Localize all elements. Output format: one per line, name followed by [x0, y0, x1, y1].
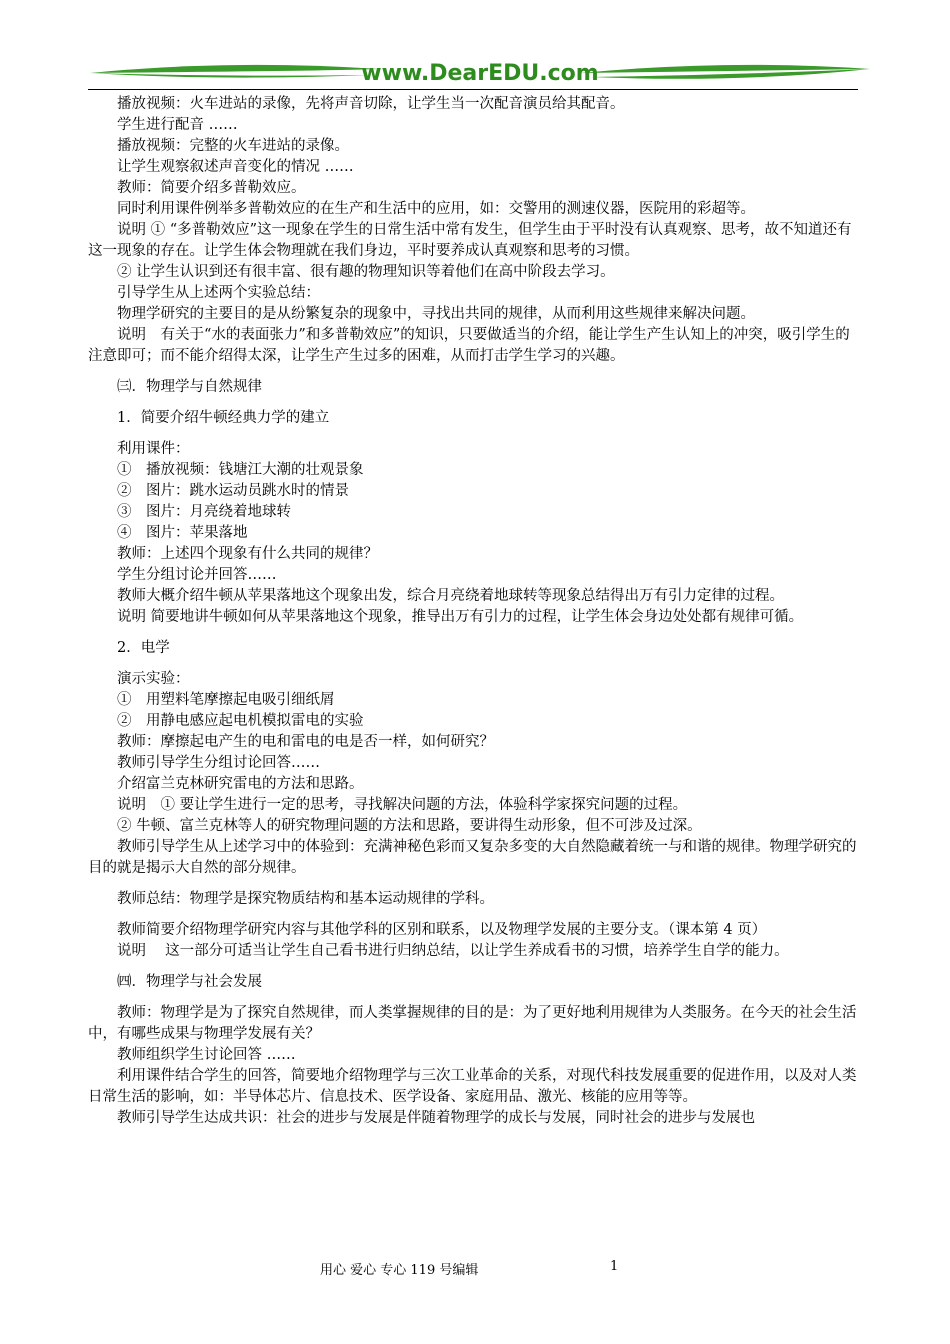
footer-text: 用心 爱心 专心 119 号编辑 — [320, 1263, 479, 1278]
paragraph: 学生进行配音 …… — [117, 117, 238, 133]
paragraph: 物理学研究的主要目的是从纷繁复杂的现象中，寻找出共同的规律，从而利用这些规律来解决问题。 — [117, 306, 755, 322]
paragraph: 教师：上述四个现象有什么共同的规律？ — [117, 546, 378, 562]
paragraph: 教师：简要介绍多普勒效应。 — [117, 180, 306, 196]
paragraph: ② 让学生认识到还有很丰富、很有趣的物理知识等着他们在高中阶段去学习。 — [117, 264, 615, 280]
list-item: ② 图片：跳水运动员跳水时的情景 — [117, 483, 349, 499]
paragraph: 教师引导学生从上述学习中的体验到：充满神秘色彩而又复杂多变的大自然隐藏着统一与和谐的规律。物理学研究的目的就是揭示大自然的部分规律。 — [88, 839, 857, 876]
list-item: ① 用塑料笔摩擦起电吸引细纸屑 — [117, 692, 335, 708]
paragraph: 教师引导学生分组讨论回答…… — [117, 755, 320, 771]
paragraph: 说明 ① “多普勒效应”这一现象在学生的日常生活中常有发生，但学生由于平时没有认真观察、思考，故不知道还有这一现象的存在。让学生体会物理就在我们身边，平时要养成认真观察和思考的习惯。 — [88, 222, 852, 259]
list-item: ① 播放视频：钱塘江大潮的壮观景象 — [117, 462, 364, 478]
paragraph: 教师：物理学是为了探究自然规律，而人类掌握规律的目的是：为了更好地利用规律为人类服务。在今天的社会生活中，有哪些成果与物理学发展有关？ — [88, 1005, 857, 1042]
paragraph: 说明 这一部分可适当让学生自己看书进行归纳总结，以让学生养成看书的习惯，培养学生自学的能力。 — [117, 943, 789, 959]
paragraph: 让学生观察叙述声音变化的情况 …… — [117, 159, 354, 175]
paragraph: 教师组织学生讨论回答 …… — [117, 1047, 296, 1063]
header-divider — [88, 89, 858, 90]
list-item: ② 用静电感应起电机模拟雷电的实验 — [117, 713, 364, 729]
paragraph: 介绍富兰克林研究雷电的方法和思路。 — [117, 776, 364, 792]
section-heading: ㈣．物理学与社会发展 — [117, 974, 262, 990]
site-logo-text: www.DearEDU.com — [361, 61, 599, 86]
paragraph: 教师总结：物理学是探究物质结构和基本运动规律的学科。 — [117, 891, 494, 907]
document-body — [88, 94, 860, 1129]
paragraph: 利用课件： — [117, 441, 190, 457]
subsection-heading: 2．电学 — [117, 640, 170, 656]
paragraph: 利用课件结合学生的回答，简要地介绍物理学与三次工业革命的关系，对现代科技发展重要的促进作用，以及对人类日常生活的影响，如：半导体芯片、信息技术、医学设备、家庭用品、激光、核能的应用等等。 — [88, 1068, 857, 1105]
paragraph: 教师简要介绍物理学研究内容与其他学科的区别和联系，以及物理学发展的主要分支。（课本第 4 页） — [117, 922, 767, 938]
subsection-heading: 1．简要介绍牛顿经典力学的建立 — [117, 410, 330, 426]
section-heading: ㈢．物理学与自然规律 — [117, 379, 262, 395]
paragraph: 教师：摩擦起电产生的电和雷电的电是否一样，如何研究？ — [117, 734, 494, 750]
paragraph: 播放视频：完整的火车进站的录像。 — [117, 138, 349, 154]
paragraph: 教师引导学生达成共识：社会的进步与发展是伴随着物理学的成长与发展，同时社会的进步与发展也 — [117, 1110, 755, 1126]
paragraph: 学生分组讨论并回答…… — [117, 567, 277, 583]
paragraph: 播放视频：火车进站的录像，先将声音切除，让学生当一次配音演员给其配音。 — [117, 96, 625, 112]
paragraph: 演示实验： — [117, 671, 190, 687]
page-number: 1 — [610, 1259, 619, 1274]
list-item: ③ 图片：月亮绕着地球转 — [117, 504, 291, 520]
paragraph: ② 牛顿、富兰克林等人的研究物理问题的方法和思路，要讲得生动形象，但不可涉及过深。 — [117, 818, 702, 834]
paragraph: 说明 ① 要让学生进行一定的思考，寻找解决问题的方法，体验科学家探究问题的过程。 — [117, 797, 688, 813]
paragraph: 引导学生从上述两个实验总结： — [117, 285, 320, 301]
paragraph: 说明 简要地讲牛顿如何从苹果落地这个现象，推导出万有引力的过程，让学生体会身边处处都有规律可循。 — [117, 609, 804, 625]
paragraph: 同时利用课件例举多普勒效应的在生产和生活中的应用，如：交警用的测速仪器，医院用的彩超等。 — [117, 201, 755, 217]
paragraph: 教师大概介绍牛顿从苹果落地这个现象出发，综合月亮绕着地球转等现象总结得出万有引力定律的过程。 — [117, 588, 784, 604]
list-item: ④ 图片：苹果落地 — [117, 525, 248, 541]
paragraph: 说明 有关于“水的表面张力”和多普勒效应”的知识，只要做适当的介绍，能让学生产生认知上的冲突，吸引学生的注意即可；而不能介绍得太深，让学生产生过多的困难，从而打击学生学习的兴趣。 — [88, 327, 850, 364]
